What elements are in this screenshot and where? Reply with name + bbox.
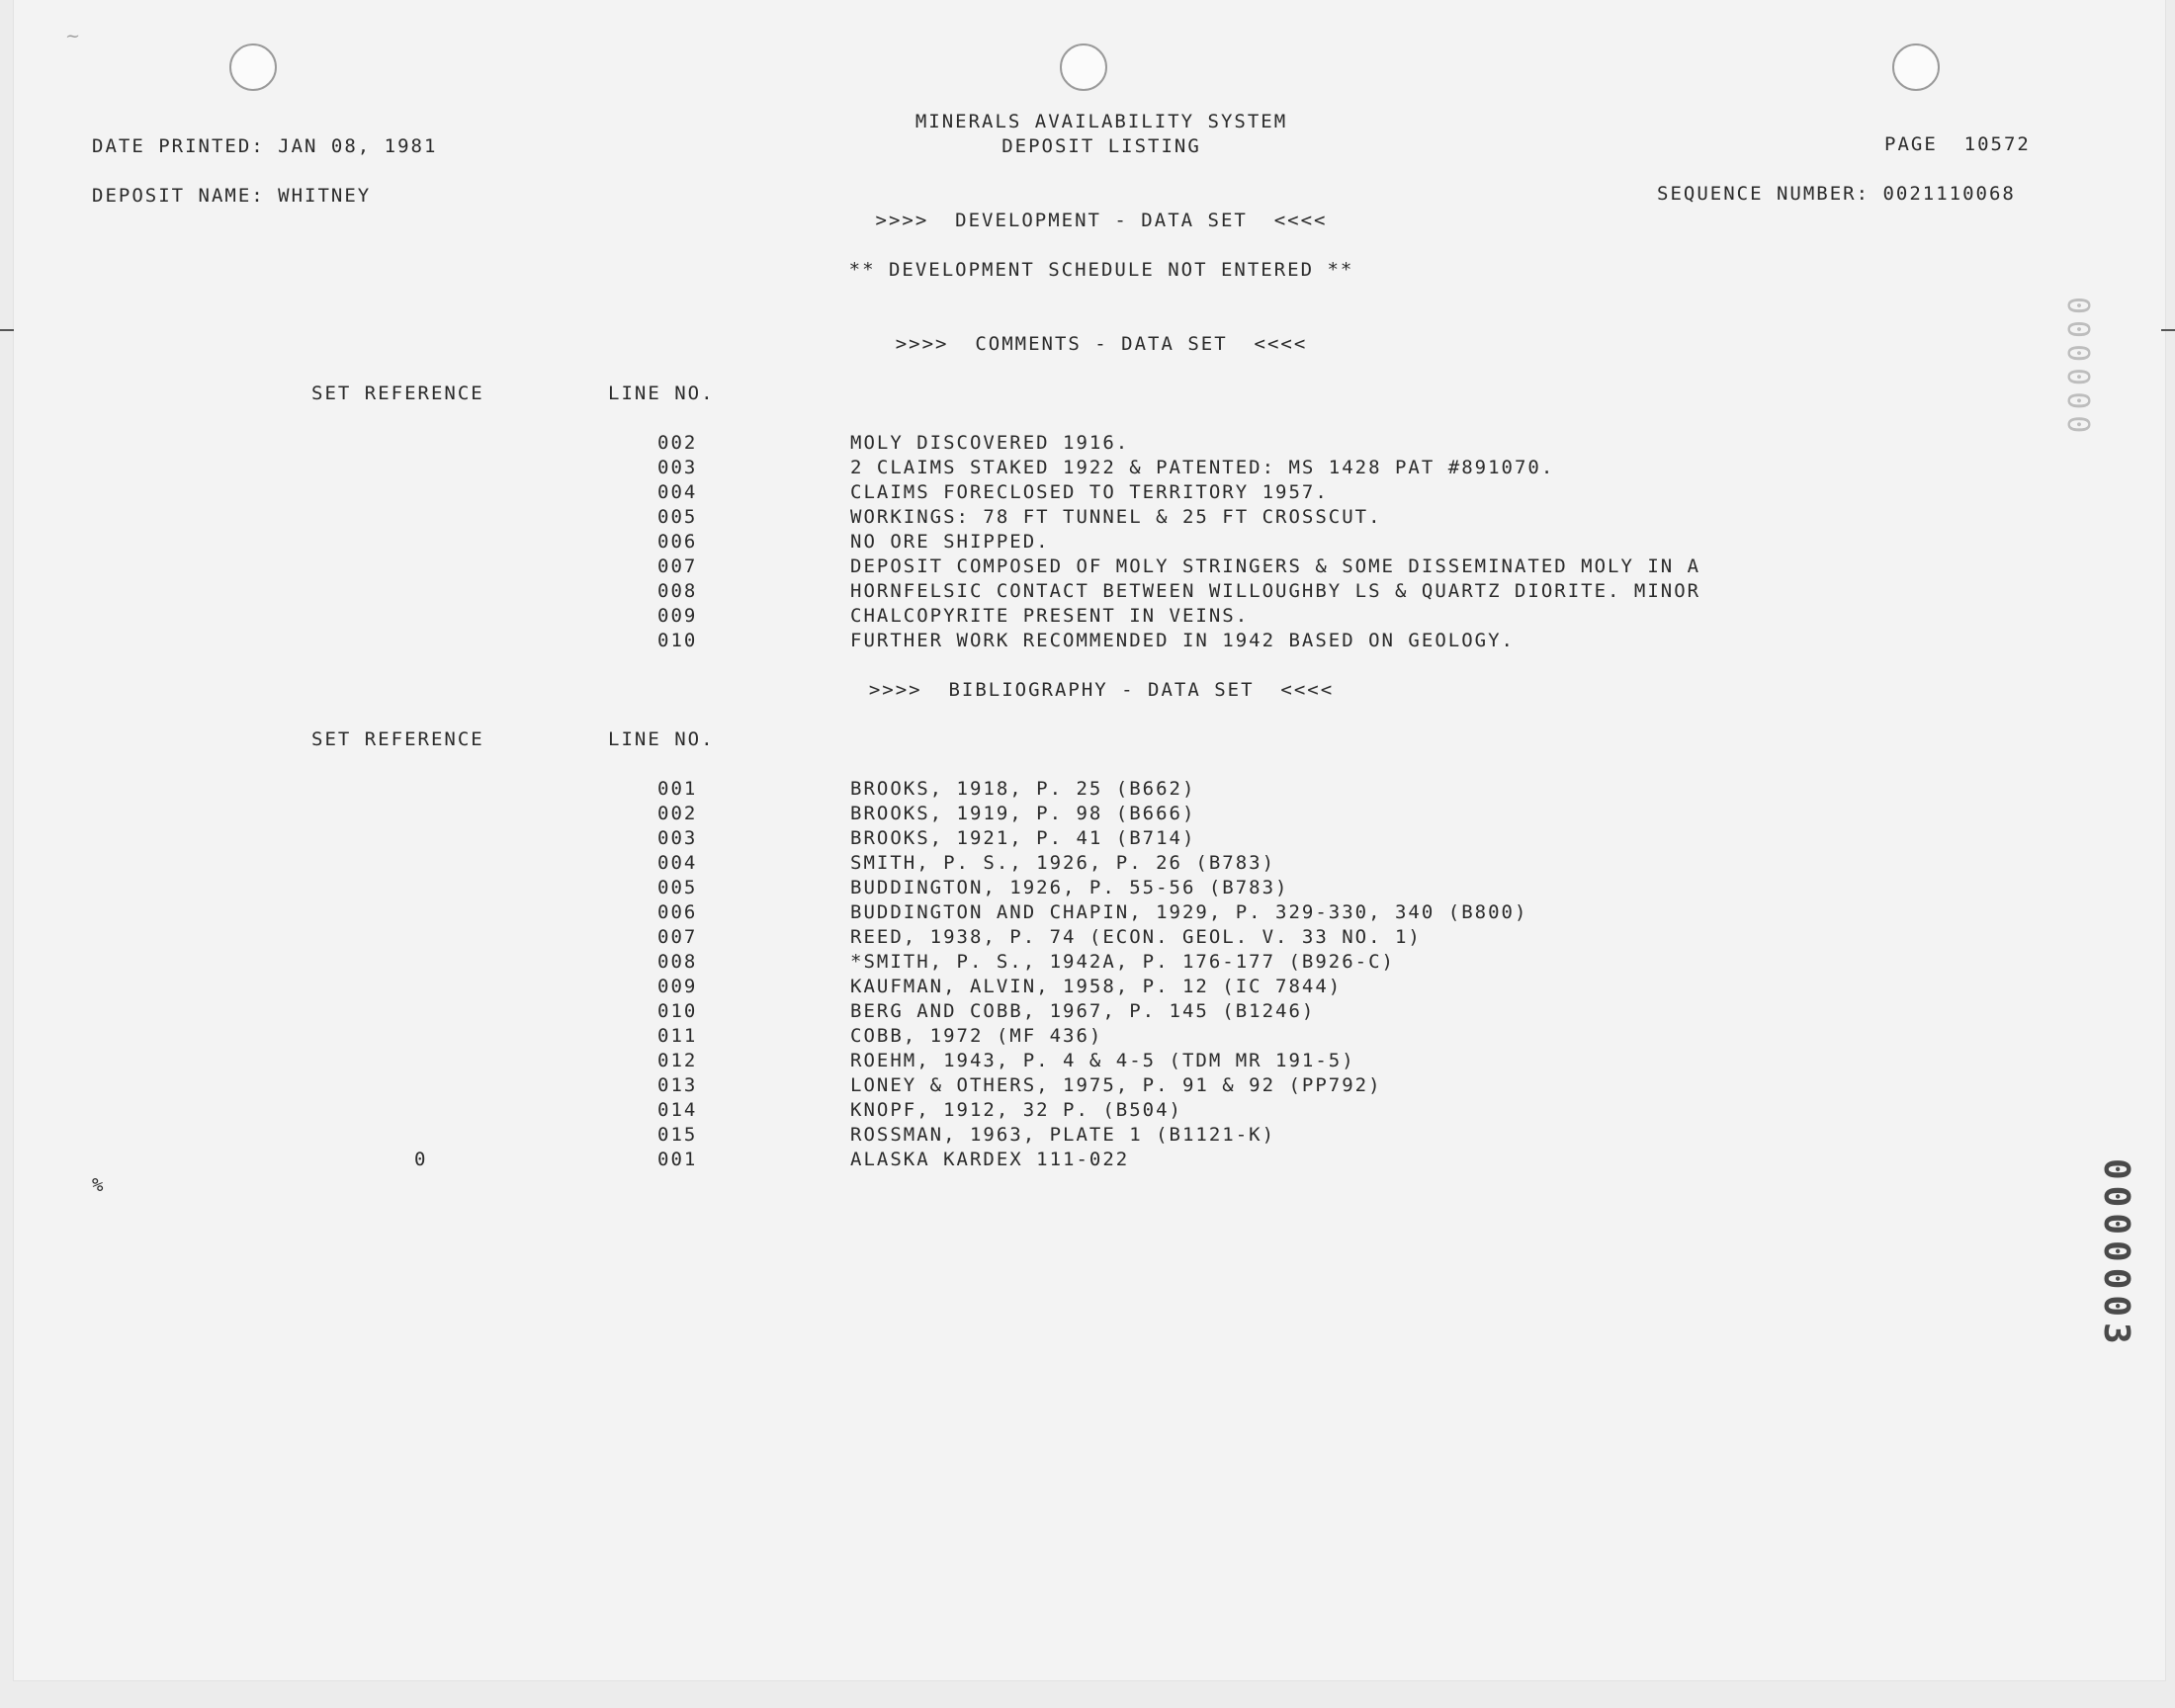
row-text: LONEY & OTHERS, 1975, P. 91 & 92 (PP792) bbox=[850, 1074, 1382, 1096]
row-line-number: 005 bbox=[657, 506, 698, 528]
row-text: BERG AND COBB, 1967, P. 145 (B1246) bbox=[850, 1000, 1316, 1022]
date-printed: DATE PRINTED: JAN 08, 1981 bbox=[92, 135, 438, 157]
row-line-number: 009 bbox=[657, 605, 698, 627]
row-line-number: 002 bbox=[657, 432, 698, 454]
end-marker: % bbox=[92, 1174, 106, 1196]
system-title: MINERALS AVAILABILITY SYSTEM bbox=[914, 111, 1288, 132]
row-text: WORKINGS: 78 FT TUNNEL & 25 FT CROSSCUT. bbox=[850, 506, 1382, 528]
row-line-number: 006 bbox=[657, 901, 698, 923]
binder-hole-left bbox=[229, 43, 277, 91]
row-line-number: 007 bbox=[657, 555, 698, 577]
row-text: BROOKS, 1919, P. 98 (B666) bbox=[850, 803, 1196, 824]
bibliography-heading: >>>> BIBLIOGRAPHY - DATA SET <<<< bbox=[868, 679, 1335, 701]
row-line-number: 011 bbox=[657, 1025, 698, 1047]
row-line-number: 003 bbox=[657, 827, 698, 849]
row-text: BUDDINGTON, 1926, P. 55-56 (B783) bbox=[850, 877, 1289, 898]
row-text: KAUFMAN, ALVIN, 1958, P. 12 (IC 7844) bbox=[850, 976, 1343, 997]
development-heading: >>>> DEVELOPMENT - DATA SET <<<< bbox=[875, 210, 1328, 231]
bibliography-col-line-no: LINE NO. bbox=[608, 728, 715, 750]
row-line-number: 006 bbox=[657, 531, 698, 553]
row-text: BUDDINGTON AND CHAPIN, 1929, P. 329-330, 340 (B800) bbox=[850, 901, 1528, 923]
row-line-number: 010 bbox=[657, 1000, 698, 1022]
page-number: PAGE 10572 bbox=[1884, 133, 2031, 155]
row-text: BROOKS, 1918, P. 25 (B662) bbox=[850, 778, 1196, 800]
row-text: ROSSMAN, 1963, PLATE 1 (B1121-K) bbox=[850, 1124, 1276, 1146]
row-line-number: 005 bbox=[657, 877, 698, 898]
row-line-number: 010 bbox=[657, 630, 698, 651]
row-line-number: 014 bbox=[657, 1099, 698, 1121]
row-line-number: 015 bbox=[657, 1124, 698, 1146]
row-line-number: 003 bbox=[657, 457, 698, 478]
row-text: *SMITH, P. S., 1942A, P. 176-177 (B926-C) bbox=[850, 951, 1395, 973]
right-edge-tick bbox=[2161, 329, 2175, 331]
binder-hole-center bbox=[1060, 43, 1107, 91]
row-text: HORNFELSIC CONTACT BETWEEN WILLOUGHBY LS & QUARTZ DIORITE. MINOR bbox=[850, 580, 1701, 602]
bibliography-col-set-reference: SET REFERENCE bbox=[311, 728, 484, 750]
row-line-number: 009 bbox=[657, 976, 698, 997]
row-line-number: 007 bbox=[657, 926, 698, 948]
row-text: CHALCOPYRITE PRESENT IN VEINS. bbox=[850, 605, 1250, 627]
row-line-number: 008 bbox=[657, 951, 698, 973]
row-text: FURTHER WORK RECOMMENDED IN 1942 BASED ON GEOLOGY. bbox=[850, 630, 1515, 651]
row-line-number: 013 bbox=[657, 1074, 698, 1096]
comments-col-line-no: LINE NO. bbox=[608, 383, 715, 404]
row-text: 2 CLAIMS STAKED 1922 & PATENTED: MS 1428 PAT #891070. bbox=[850, 457, 1555, 478]
row-text: KNOPF, 1912, 32 P. (B504) bbox=[850, 1099, 1182, 1121]
row-text: ALASKA KARDEX 111-022 bbox=[850, 1149, 1130, 1170]
binder-hole-right bbox=[1892, 43, 1940, 91]
row-line-number: 002 bbox=[657, 803, 698, 824]
side-code-bottom: 0000003 bbox=[2096, 1158, 2136, 1350]
row-text: DEPOSIT COMPOSED OF MOLY STRINGERS & SOME DISSEMINATED MOLY IN A bbox=[850, 555, 1701, 577]
row-text: NO ORE SHIPPED. bbox=[850, 531, 1050, 553]
margin-scribble: ~ bbox=[65, 26, 81, 46]
row-line-number: 001 bbox=[657, 778, 698, 800]
sequence-number: SEQUENCE NUMBER: 0021110068 bbox=[1657, 183, 2016, 205]
listing-title: DEPOSIT LISTING bbox=[1001, 135, 1201, 157]
row-text: CLAIMS FORECLOSED TO TERRITORY 1957. bbox=[850, 481, 1329, 503]
row-line-number: 008 bbox=[657, 580, 698, 602]
deposit-name: DEPOSIT NAME: WHITNEY bbox=[92, 185, 372, 207]
row-text: ROEHM, 1943, P. 4 & 4-5 (TDM MR 191-5) bbox=[850, 1050, 1355, 1071]
row-line-number: 012 bbox=[657, 1050, 698, 1071]
side-code-top: 000000 bbox=[2060, 297, 2095, 440]
row-text: COBB, 1972 (MF 436) bbox=[850, 1025, 1103, 1047]
row-text: BROOKS, 1921, P. 41 (B714) bbox=[850, 827, 1196, 849]
row-line-number: 001 bbox=[657, 1149, 698, 1170]
left-edge-tick bbox=[0, 329, 14, 331]
comments-col-set-reference: SET REFERENCE bbox=[311, 383, 484, 404]
development-note: ** DEVELOPMENT SCHEDULE NOT ENTERED ** bbox=[848, 259, 1354, 281]
row-text: REED, 1938, P. 74 (ECON. GEOL. V. 33 NO. 1) bbox=[850, 926, 1422, 948]
row-text: SMITH, P. S., 1926, P. 26 (B783) bbox=[850, 852, 1276, 874]
printout-sheet bbox=[14, 0, 2165, 1680]
row-line-number: 004 bbox=[657, 481, 698, 503]
comments-heading: >>>> COMMENTS - DATA SET <<<< bbox=[895, 333, 1308, 355]
row-set-reference: 0 bbox=[414, 1149, 428, 1170]
row-line-number: 004 bbox=[657, 852, 698, 874]
row-text: MOLY DISCOVERED 1916. bbox=[850, 432, 1130, 454]
